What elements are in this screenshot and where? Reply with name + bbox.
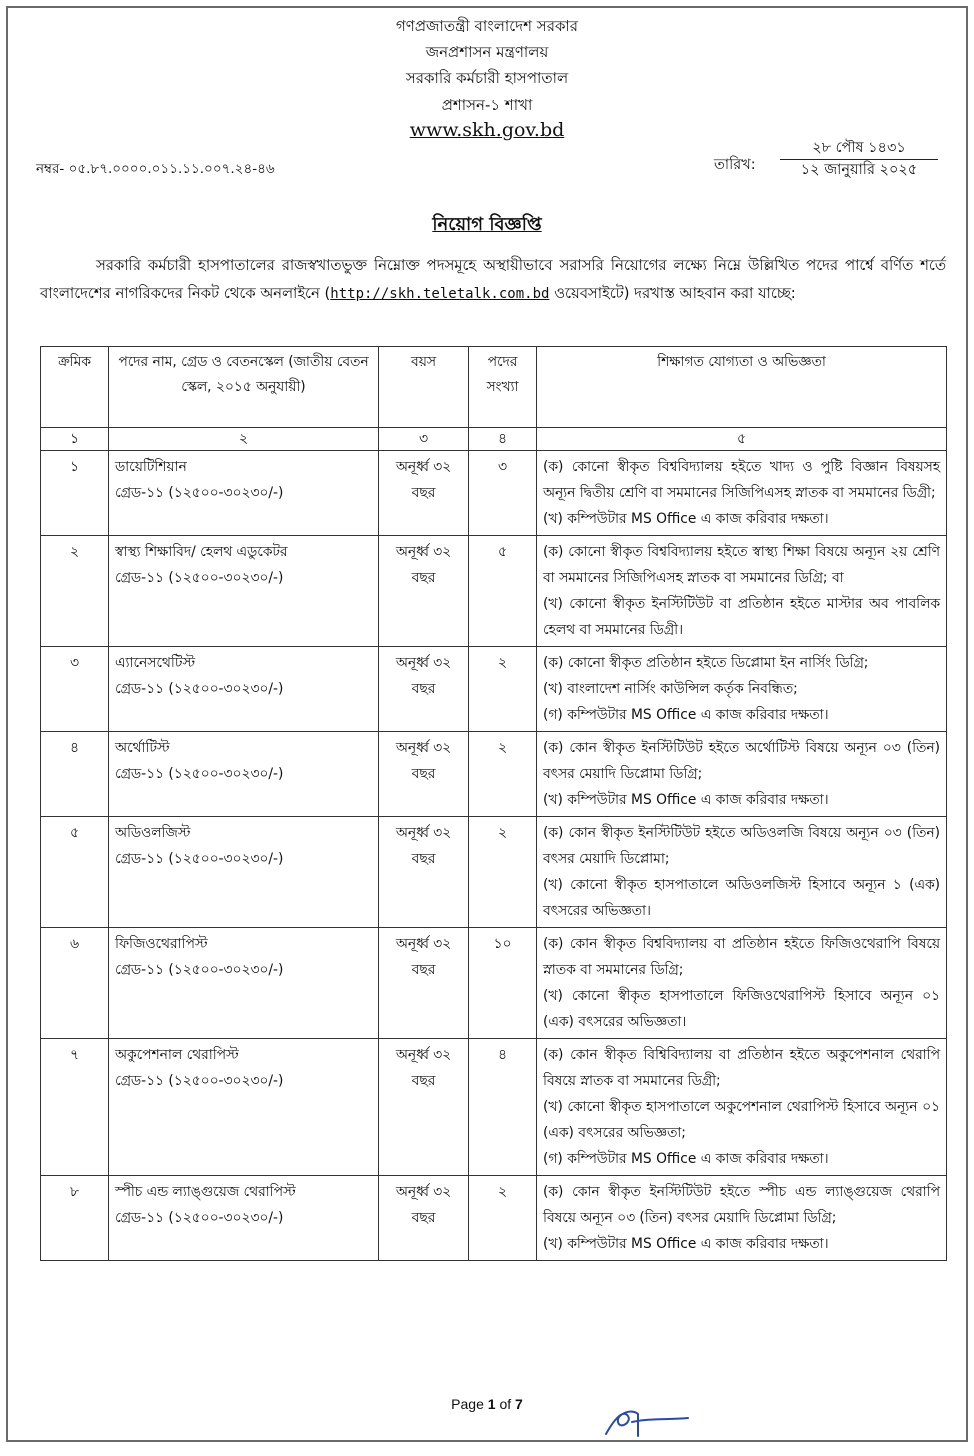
post-name: ফিজিওথেরাপিস্ট xyxy=(115,936,208,952)
ministry-name: জনপ্রশাসন মন্ত্রণালয় xyxy=(425,43,549,61)
intro-after: ওয়েবসাইটে) দরখাস্ত আহবান করা যাচ্ছে: xyxy=(549,285,796,302)
row-count: ৪ xyxy=(469,1039,537,1176)
post-name: অডিওলজিস্ট xyxy=(115,825,191,841)
row-count: ২ xyxy=(469,647,537,732)
row-qualification xyxy=(537,536,947,647)
col-header-serial: ক্রমিক xyxy=(41,347,109,428)
website-link[interactable]: www.skh.gov.bd xyxy=(409,119,565,141)
col-number: ১ xyxy=(41,428,109,451)
page-total: 7 xyxy=(515,1396,523,1412)
qualification-item: (খ) কম্পিউটার MS Office এ কাজ করিবার দক্ষতা। xyxy=(543,511,829,527)
row-count: ৫ xyxy=(469,536,537,647)
col-header-qualification: শিক্ষাগত যোগ্যতা ও অভিজ্ঞতা xyxy=(537,347,947,428)
table-row xyxy=(41,1176,947,1261)
row-serial: ৫ xyxy=(41,817,109,928)
row-qualification xyxy=(537,647,947,732)
row-qualification xyxy=(537,1039,947,1176)
row-count: ২ xyxy=(469,732,537,817)
qualification-item: (ক) কোনো স্বীকৃত প্রতিষ্ঠান হইতে ডিপ্লোমা ইন নার্সিং ডিগ্রি; xyxy=(543,655,869,671)
post-grade: গ্রেড-১১ (১২৫০০-৩০২৩০/-) xyxy=(115,851,284,867)
row-post xyxy=(109,1176,379,1261)
row-post xyxy=(109,536,379,647)
row-serial: ৭ xyxy=(41,1039,109,1176)
col-number: ৪ xyxy=(469,428,537,451)
post-grade: গ্রেড-১১ (১২৫০০-৩০২৩০/-) xyxy=(115,485,284,501)
qualification-item: (ক) কোন স্বীকৃত বিশ্ববিদ্যালয় বা প্রতিষ্ঠান হইতে ফিজিওথেরাপি বিষয়ে স্নাতক বা সমমানের ডিগ্রি; xyxy=(543,936,940,978)
col-header-count: পদের সংখ্যা xyxy=(469,347,537,428)
row-serial: ৬ xyxy=(41,928,109,1039)
row-age: অনূর্ধ্ব ৩২ বছর xyxy=(379,647,469,732)
row-count: ১০ xyxy=(469,928,537,1039)
qualification-item: (খ) কম্পিউটার MS Office এ কাজ করিবার দক্ষতা। xyxy=(543,792,829,808)
row-post xyxy=(109,928,379,1039)
table-row xyxy=(41,451,947,536)
qualification-item: (গ) কম্পিউটার MS Office এ কাজ করিবার দক্ষতা। xyxy=(543,1151,829,1167)
row-age: অনূর্ধ্ব ৩২ বছর xyxy=(379,1039,469,1176)
date-label: তারিখ: xyxy=(714,157,756,173)
post-grade: গ্রেড-১১ (১২৫০০-৩০২৩০/-) xyxy=(115,570,284,586)
post-name: অর্থোটিস্ট xyxy=(115,740,170,756)
row-age: অনূর্ধ্ব ৩২ বছর xyxy=(379,928,469,1039)
intro-paragraph xyxy=(40,252,946,308)
page-sep: of xyxy=(499,1396,512,1412)
jobs-table-body xyxy=(41,451,947,1261)
table-header-row xyxy=(41,347,947,428)
row-post xyxy=(109,647,379,732)
row-post xyxy=(109,1039,379,1176)
table-row xyxy=(41,732,947,817)
branch-name: প্রশাসন-১ শাখা xyxy=(441,96,533,114)
memo-number: নম্বর- ০৫.৮৭.০০০০.০১১.১১.০০৭.২৪-৪৬ xyxy=(36,161,275,177)
date-block xyxy=(780,138,938,181)
signature-icon xyxy=(602,1406,692,1440)
row-post xyxy=(109,817,379,928)
row-serial: ৪ xyxy=(41,732,109,817)
qualification-item: (খ) কম্পিউটার MS Office এ কাজ করিবার দক্ষতা। xyxy=(543,1236,829,1252)
row-count: ২ xyxy=(469,817,537,928)
row-age: অনূর্ধ্ব ৩২ বছর xyxy=(379,536,469,647)
post-grade: গ্রেড-১১ (১২৫০০-৩০২৩০/-) xyxy=(115,962,284,978)
hospital-name: সরকারি কর্মচারী হাসপাতাল xyxy=(405,69,569,87)
qualification-item: (ক) কোনো স্বীকৃত বিশ্ববিদ্যালয় হইতে খাদ্য ও পুষ্টি বিজ্ঞান বিষয়সহ অন্যূন দ্বিতীয় শ্রেণি বা সমমানের সিজিপিএসহ স্নাতক বা সমমানের ডিগ্রী; xyxy=(543,459,940,501)
post-name: স্পীচ এন্ড ল্যাঙ্গুয়েজ থেরাপিস্ট xyxy=(115,1184,296,1200)
table-row xyxy=(41,817,947,928)
date-bangla: ২৮ পৌষ ১৪৩১ xyxy=(780,138,938,160)
post-name: এ্যানেসথেটিস্ট xyxy=(115,655,195,671)
col-header-age: বয়স xyxy=(379,347,469,428)
post-grade: গ্রেড-১১ (১২৫০০-৩০২৩০/-) xyxy=(115,1073,284,1089)
row-serial: ২ xyxy=(41,536,109,647)
col-number: ২ xyxy=(109,428,379,451)
qualification-item: (গ) কম্পিউটার MS Office এ কাজ করিবার দক্ষতা। xyxy=(543,707,829,723)
row-qualification xyxy=(537,732,947,817)
row-age: অনূর্ধ্ব ৩২ বছর xyxy=(379,817,469,928)
row-count: ২ xyxy=(469,1176,537,1261)
application-link[interactable]: http://skh.teletalk.com.bd xyxy=(330,286,550,302)
page-footer xyxy=(8,1396,966,1412)
row-age: অনূর্ধ্ব ৩২ বছর xyxy=(379,732,469,817)
post-grade: গ্রেড-১১ (১২৫০০-৩০২৩০/-) xyxy=(115,681,284,697)
row-qualification xyxy=(537,928,947,1039)
document-page xyxy=(6,6,968,1442)
table-row xyxy=(41,536,947,647)
table-row xyxy=(41,647,947,732)
qualification-item: (খ) কোনো স্বীকৃত ইনস্টিটিউট বা প্রতিষ্ঠান হইতে মাস্টার অব পাবলিক হেলথ বা সমমানের ডিগ্রী। xyxy=(543,596,940,638)
qualification-item: (ক) কোন স্বীকৃত ইনস্টিটিউট হইতে অডিওলজি বিষয়ে অন্যূন ০৩ (তিন) বৎসর মেয়াদি ডিপ্লোমা; xyxy=(543,825,940,867)
row-post xyxy=(109,732,379,817)
row-qualification xyxy=(537,1176,947,1261)
notice-title xyxy=(8,210,966,241)
page-current: 1 xyxy=(487,1396,496,1412)
gov-name: গণপ্রজাতন্ত্রী বাংলাদেশ সরকার xyxy=(395,17,579,35)
qualification-item: (ক) কোনো স্বীকৃত বিশ্ববিদ্যালয় হইতে স্বাস্থ্য শিক্ষা বিষয়ে অন্যূন ২য় শ্রেণি বা সমমানের সিজিপিএসহ স্নাতক বা সমমানের ডিগ্রি; বা xyxy=(543,544,940,586)
table-row xyxy=(41,1039,947,1176)
row-qualification xyxy=(537,817,947,928)
qualification-item: (ক) কোন স্বীকৃত ইনস্টিটিউট হইতে স্পীচ এন্ড ল্যাঙ্গুয়েজ থেরাপি বিষয়ে অন্যূন ০৩ (তিন) বৎসর মেয়াদি ডিপ্লোমা ডিগ্রি; xyxy=(543,1184,940,1226)
row-serial: ৩ xyxy=(41,647,109,732)
qualification-item: (খ) কোনো স্বীকৃত হাসপাতালে ফিজিওথেরাপিস্ট হিসাবে অন্যূন ০১ (এক) বৎসরের অভিজ্ঞতা। xyxy=(543,988,940,1030)
date-english: ১২ জানুয়ারি ২০২৫ xyxy=(800,162,918,178)
post-grade: গ্রেড-১১ (১২৫০০-৩০২৩০/-) xyxy=(115,1210,284,1226)
table-number-row xyxy=(41,428,947,451)
qualification-item: (খ) বাংলাদেশ নার্সিং কাউন্সিল কর্তৃক নিবন্ধিত; xyxy=(543,681,798,697)
row-age: অনূর্ধ্ব ৩২ বছর xyxy=(379,1176,469,1261)
table-row xyxy=(41,928,947,1039)
page-prefix: Page xyxy=(451,1396,484,1412)
qualification-item: (খ) কোনো স্বীকৃত হাসপাতালে অকুপেশনাল থেরাপিস্ট হিসাবে অন্যূন ০১ (এক) বৎসরের অভিজ্ঞতা; xyxy=(543,1099,940,1141)
qualification-item: (ক) কোন স্বীকৃত ইনস্টিটিউট হইতে অর্থোটিস্ট বিষয়ে অন্যূন ০৩ (তিন) বৎসর মেয়াদি ডিপ্লোমা ডিগ্রি; xyxy=(543,740,940,782)
row-age: অনূর্ধ্ব ৩২ বছর xyxy=(379,451,469,536)
row-serial: ১ xyxy=(41,451,109,536)
row-serial: ৮ xyxy=(41,1176,109,1261)
row-post xyxy=(109,451,379,536)
row-count: ৩ xyxy=(469,451,537,536)
jobs-table xyxy=(40,346,947,1261)
col-number: ৫ xyxy=(537,428,947,451)
intro-before: সরকারি কর্মচারী হাসপাতালের রাজস্বখাতভুক্ত নিম্নোক্ত পদসমূহে অস্থায়ীভাবে সরাসরি নিয়োগের লক্ষ্যে নিম্নে উল্লিখিত পদের পার্শ্বে বর্ণিত শর্তে বাংলাদেশের নাগরিকদের নিকট থেকে অনলাইনে ( xyxy=(40,257,946,302)
qualification-item: (ক) কোন স্বীকৃত বিশ্বিবিদ্যালয় বা প্রতিষ্ঠান হইতে অকুপেশনাল থেরাপি বিষয়ে স্নাতক বা সমমানের ডিগ্রী; xyxy=(543,1047,940,1089)
notice-title-text: নিয়োগ বিজ্ঞপ্তি xyxy=(432,214,542,235)
post-name: স্বাস্থ্য শিক্ষাবিদ/ হেলথ এডুকেটর xyxy=(115,544,288,560)
post-name: অকুপেশনাল থেরাপিস্ট xyxy=(115,1047,239,1063)
qualification-item: (খ) কোনো স্বীকৃত হাসপাতালে অডিওলজিস্ট হিসাবে অন্যূন ১ (এক) বৎসরের অভিজ্ঞতা। xyxy=(543,877,940,919)
row-qualification xyxy=(537,451,947,536)
col-number: ৩ xyxy=(379,428,469,451)
post-name: ডায়েটিশিয়ান xyxy=(115,459,187,475)
post-grade: গ্রেড-১১ (১২৫০০-৩০২৩০/-) xyxy=(115,766,284,782)
col-header-post: পদের নাম, গ্রেড ও বেতনস্কেল (জাতীয় বেতন স্কেল, ২০১৫ অনুযায়ী) xyxy=(109,347,379,428)
